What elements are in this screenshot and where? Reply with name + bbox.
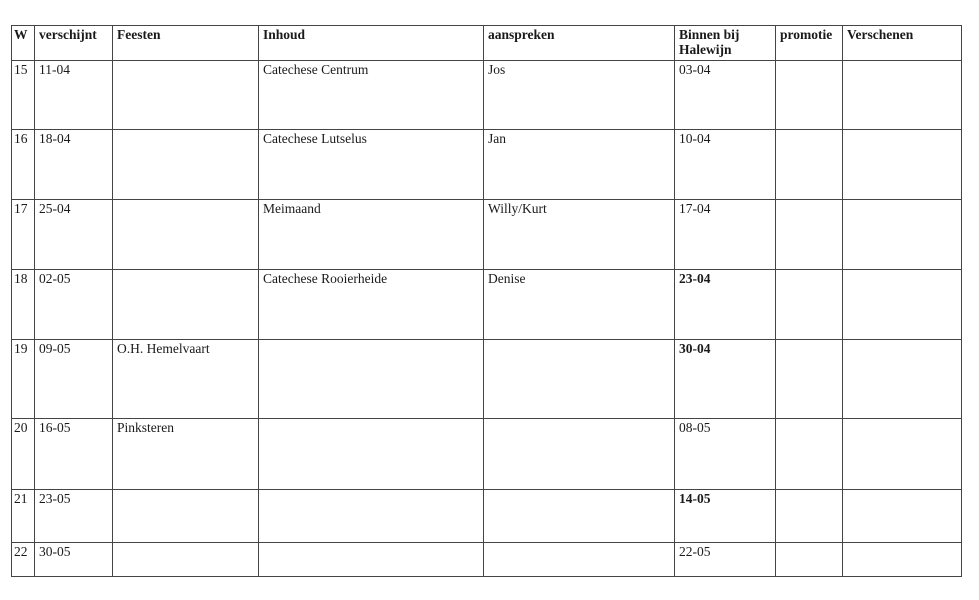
- inhoud-cell: Catechese Centrum: [259, 61, 484, 130]
- aanspreken-cell: Willy/Kurt: [484, 200, 675, 270]
- aanspreken-cell: [484, 543, 675, 577]
- table-row: [12, 130, 962, 200]
- week-cell: 21: [12, 490, 35, 543]
- header-verschijnt: verschijnt: [35, 26, 113, 61]
- week-cell: 20: [12, 419, 35, 490]
- inhoud-cell: [259, 340, 484, 419]
- verschenen-cell: [843, 543, 962, 577]
- verschenen-cell: [843, 340, 962, 419]
- promotie-cell: [776, 200, 843, 270]
- binnen-cell: 23-04: [675, 270, 776, 340]
- verschijnt-cell: 23-05: [35, 490, 113, 543]
- verschenen-cell: [843, 130, 962, 200]
- schedule-table: [11, 25, 962, 577]
- binnen-cell: 30-04: [675, 340, 776, 419]
- table-body: [12, 61, 962, 577]
- week-cell: 22: [12, 543, 35, 577]
- feesten-cell: O.H. Hemelvaart: [113, 340, 259, 419]
- table-row: [12, 200, 962, 270]
- aanspreken-cell: [484, 419, 675, 490]
- promotie-cell: [776, 340, 843, 419]
- week-cell: 15: [12, 61, 35, 130]
- verschijnt-cell: 02-05: [35, 270, 113, 340]
- aanspreken-cell: Jan: [484, 130, 675, 200]
- verschenen-cell: [843, 61, 962, 130]
- inhoud-cell: Catechese Rooierheide: [259, 270, 484, 340]
- binnen-cell: 22-05: [675, 543, 776, 577]
- feesten-cell: Pinksteren: [113, 419, 259, 490]
- header-binnen-bij-halewijn: Binnen bij Halewijn: [675, 26, 776, 61]
- verschenen-cell: [843, 490, 962, 543]
- week-cell: 16: [12, 130, 35, 200]
- feesten-cell: [113, 130, 259, 200]
- week-cell: 17: [12, 200, 35, 270]
- header-feesten: Feesten: [113, 26, 259, 61]
- inhoud-cell: Catechese Lutselus: [259, 130, 484, 200]
- binnen-cell: 08-05: [675, 419, 776, 490]
- binnen-cell: 14-05: [675, 490, 776, 543]
- feesten-cell: [113, 61, 259, 130]
- table-row: [12, 419, 962, 490]
- aanspreken-cell: Jos: [484, 61, 675, 130]
- header-inhoud: Inhoud: [259, 26, 484, 61]
- verschenen-cell: [843, 270, 962, 340]
- promotie-cell: [776, 270, 843, 340]
- promotie-cell: [776, 61, 843, 130]
- table-row: [12, 543, 962, 577]
- binnen-cell: 03-04: [675, 61, 776, 130]
- aanspreken-cell: [484, 490, 675, 543]
- promotie-cell: [776, 419, 843, 490]
- binnen-cell: 17-04: [675, 200, 776, 270]
- table-row: [12, 490, 962, 543]
- inhoud-cell: [259, 419, 484, 490]
- verschenen-cell: [843, 419, 962, 490]
- header-week: W: [12, 26, 35, 61]
- header-aanspreken: aanspreken: [484, 26, 675, 61]
- feesten-cell: [113, 490, 259, 543]
- verschijnt-cell: 25-04: [35, 200, 113, 270]
- verschijnt-cell: 11-04: [35, 61, 113, 130]
- promotie-cell: [776, 490, 843, 543]
- table-row: [12, 270, 962, 340]
- aanspreken-cell: [484, 340, 675, 419]
- header-verschenen: Verschenen: [843, 26, 962, 61]
- inhoud-cell: Meimaand: [259, 200, 484, 270]
- binnen-cell: 10-04: [675, 130, 776, 200]
- table-row: [12, 61, 962, 130]
- verschijnt-cell: 30-05: [35, 543, 113, 577]
- verschijnt-cell: 18-04: [35, 130, 113, 200]
- verschijnt-cell: 09-05: [35, 340, 113, 419]
- inhoud-cell: [259, 490, 484, 543]
- feesten-cell: [113, 270, 259, 340]
- promotie-cell: [776, 543, 843, 577]
- header-row: [12, 26, 962, 61]
- header-promotie: promotie: [776, 26, 843, 61]
- promotie-cell: [776, 130, 843, 200]
- verschijnt-cell: 16-05: [35, 419, 113, 490]
- aanspreken-cell: Denise: [484, 270, 675, 340]
- feesten-cell: [113, 543, 259, 577]
- verschenen-cell: [843, 200, 962, 270]
- week-cell: 19: [12, 340, 35, 419]
- feesten-cell: [113, 200, 259, 270]
- inhoud-cell: [259, 543, 484, 577]
- table-row: [12, 340, 962, 419]
- week-cell: 18: [12, 270, 35, 340]
